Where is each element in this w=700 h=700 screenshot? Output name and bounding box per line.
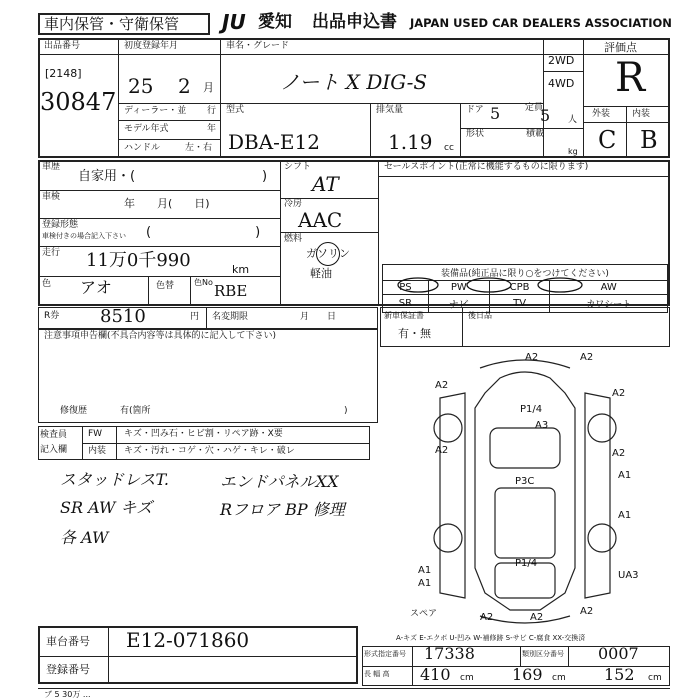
parking-tag-text: 車内保管・守衛保管 [44, 15, 180, 33]
inspection-label: 車検 [42, 192, 61, 202]
mark-a2-right-front: A2 [612, 388, 626, 399]
expiry-label: 名変期限 [212, 312, 249, 322]
mark-a2-left: A2 [435, 445, 449, 456]
equip-navi: ナビ [428, 295, 489, 313]
registration-year-label: 初度登録年月 [124, 41, 179, 51]
mark-a2-rear-left: A2 [480, 612, 494, 623]
vehicle-name: ノート X DIG-S [280, 70, 428, 94]
expiry-value: 月 日 [300, 312, 337, 322]
seats: 5 [540, 106, 551, 125]
mark-ua3-rear: UA3 [618, 570, 639, 581]
displacement: 1.19 [388, 130, 433, 154]
inspector-note1: スタッドレスT. [60, 470, 169, 489]
vehicle-name-label: 車名・グレード [226, 41, 290, 51]
drive-2wd: 2WD [548, 54, 575, 67]
inspection-value: 年 月( 日) [124, 197, 210, 210]
grade-label: 評価点 [604, 41, 637, 54]
registration-month: 2 [178, 74, 191, 98]
registration-year: 25 [128, 74, 154, 98]
notes-label: 注意事項申告欄(不具合内容等は具体的に記入して下さい) [44, 331, 277, 341]
registration-month-suffix: 月 [203, 81, 214, 94]
equipment-title: 装備品(純正品に限り○をつけてください) [383, 265, 668, 281]
dims-label: 長 幅 高 [364, 670, 390, 678]
lot-number: 30847 [40, 88, 117, 116]
equip-cpb: CPB [489, 281, 550, 295]
repair-value: 有(箇所 [120, 406, 151, 416]
form-title: 出品申込書 [312, 12, 397, 32]
dealer-suffix: 行 [207, 106, 217, 116]
change-label: 登録形態 [42, 220, 79, 230]
inspector-note4: エンドパネルXX [220, 472, 339, 491]
ws-items: キズ・汚れ・コゲ・穴・ハゲ・キレ・破レ [124, 446, 295, 456]
ju-logo: JU [222, 10, 246, 34]
grade-int: B [640, 126, 658, 154]
fuel-diesel: 軽油 [310, 267, 332, 280]
mileage-km: km [232, 263, 250, 276]
grade-score: R [615, 55, 646, 101]
load-unit: kg [568, 147, 578, 156]
change-note: 車検付きの場合記入下さい [42, 232, 126, 240]
ac-value: AAC [298, 208, 343, 232]
model-year-suffix: 年 [207, 124, 217, 134]
grade-int-label: 内装 [632, 109, 651, 119]
load-label: 積載 [526, 129, 545, 139]
history-close: ) [262, 169, 268, 184]
logo-prefecture: 愛知 [258, 12, 292, 32]
post-items-label: 後日品 [468, 311, 492, 320]
shape-label: 形状 [466, 129, 485, 139]
new-warranty-value: 有・無 [398, 327, 431, 340]
chassis-label: 車台番号 [46, 635, 90, 648]
class-no: 0007 [598, 644, 639, 663]
equip-aw: AW [550, 281, 668, 295]
damage-diagram [380, 348, 670, 628]
ws-label: 内装 [88, 446, 107, 456]
mark-a3-hood: A3 [535, 420, 549, 431]
equip-leather-seat: カワシート [550, 295, 668, 313]
type-label: 型式 [226, 105, 245, 115]
equip-tv: TV [489, 295, 550, 313]
type-no: 17338 [424, 644, 475, 663]
fuel-petrol: ガソリン [306, 247, 350, 260]
damage-legend: A-キズ E-エクボ U-凹み W-補修跡 S-サビ C-腐食 XX-交換済 [396, 634, 586, 642]
length-unit: cm [460, 673, 474, 683]
sales-point-label: セールスポイント(正常に機能するものに限ります) [384, 162, 589, 172]
length: 410 [420, 665, 451, 684]
repair-close: ) [344, 406, 348, 416]
doors-label: ドア [466, 105, 484, 115]
model-year-label: モデル年式 [124, 124, 169, 134]
fuel-label: 燃料 [284, 234, 303, 244]
english-title: JAPAN USED CAR DEALERS ASSOCIATION [410, 16, 672, 30]
form-frame [38, 38, 670, 158]
recycle-value: 8510 [100, 306, 146, 327]
mark-p3c-roof: P3C [515, 476, 535, 487]
handle-label: ハンドル [124, 143, 161, 153]
mark-a2-front-right: A2 [580, 352, 594, 363]
height: 152 [604, 665, 635, 684]
mark-a1-left: A1 [418, 578, 432, 589]
width: 169 [512, 665, 543, 684]
history-value: 自家用・( [78, 169, 136, 184]
inspector-note3: 各 AW [60, 528, 109, 547]
equip-pw: PW [428, 281, 489, 295]
drive-4wd: 4WD [548, 77, 575, 90]
color-no-label: 色No [194, 278, 213, 287]
type-no-label: 形式指定番号 [364, 650, 406, 658]
mark-p14-hood: P1/4 [520, 404, 543, 415]
new-warranty-label: 新車保証書 [384, 311, 424, 320]
chassis-value: E12-071860 [126, 628, 250, 652]
recycle-yen: 円 [190, 312, 200, 322]
class-no-label: 類別区分番号 [522, 650, 564, 658]
repair-label: 修復歴 [60, 406, 88, 416]
seats-unit: 人 [568, 115, 578, 125]
inspector-label2: 記入欄 [40, 445, 68, 455]
width-unit: cm [552, 673, 566, 683]
grade-ext-label: 外装 [592, 109, 611, 119]
shift-label: シフト [284, 162, 312, 172]
lot-label: 出品番号 [44, 41, 81, 51]
mileage-label: 走行 [42, 248, 61, 258]
mark-a2-rear: A2 [530, 612, 544, 623]
change-paren: ( ) [146, 225, 261, 240]
mark-a2-front: A2 [525, 352, 539, 363]
shift-value: AT [312, 172, 339, 196]
equip-sr: SR [383, 295, 429, 313]
history-label: 車歴 [42, 162, 61, 172]
equipment-circles [382, 276, 668, 296]
mileage: 11万0千990 [86, 250, 191, 271]
fw-label: FW [88, 429, 103, 439]
dealer-label: ディーラー・並 [124, 106, 187, 116]
handle-value: 左・右 [185, 143, 213, 153]
displacement-label: 排気量 [376, 105, 404, 115]
mark-a1-right: A1 [618, 470, 632, 481]
height-unit: cm [648, 673, 662, 683]
inspector-label1: 検査員 [40, 430, 68, 440]
inspector-note5: Rフロア BP 修理 [220, 500, 345, 519]
mark-a2-right: A2 [612, 448, 626, 459]
vehicle-type: DBA-E12 [228, 130, 320, 154]
mark-a1-left-rear: A1 [418, 565, 432, 576]
color-value: アオ [80, 278, 112, 297]
color-label: 色 [42, 279, 52, 289]
fw-items: キズ・凹み石・ヒビ割・リペア跡・X要 [124, 429, 283, 439]
seats-label: 定員 [525, 103, 544, 113]
color-no: RBE [214, 282, 248, 300]
recycle-label: R券 [44, 311, 60, 321]
registration-number-label: 登録番号 [46, 663, 90, 676]
equip-ps: PS [383, 281, 429, 295]
mark-p14-trunk: P1/4 [515, 558, 538, 569]
footer-strip: ブ 5 30万 ... [44, 690, 91, 699]
notes-frame [38, 329, 378, 423]
grade-ext: C [598, 126, 617, 154]
repaint-label: 色替 [156, 281, 175, 291]
inspector-note2: SR AW キズ [60, 498, 153, 517]
lot-sub-number: [2148] [45, 67, 82, 80]
mark-a1-right-rear: A1 [618, 510, 632, 521]
mark-a2-rear-right: A2 [580, 606, 594, 617]
fuel-circle [316, 242, 340, 266]
spare-label: スペア [410, 609, 438, 619]
doors: 5 [490, 104, 501, 123]
ac-label: 冷房 [284, 199, 303, 209]
displacement-cc: cc [444, 143, 454, 153]
mark-a2-left-front: A2 [435, 380, 449, 391]
